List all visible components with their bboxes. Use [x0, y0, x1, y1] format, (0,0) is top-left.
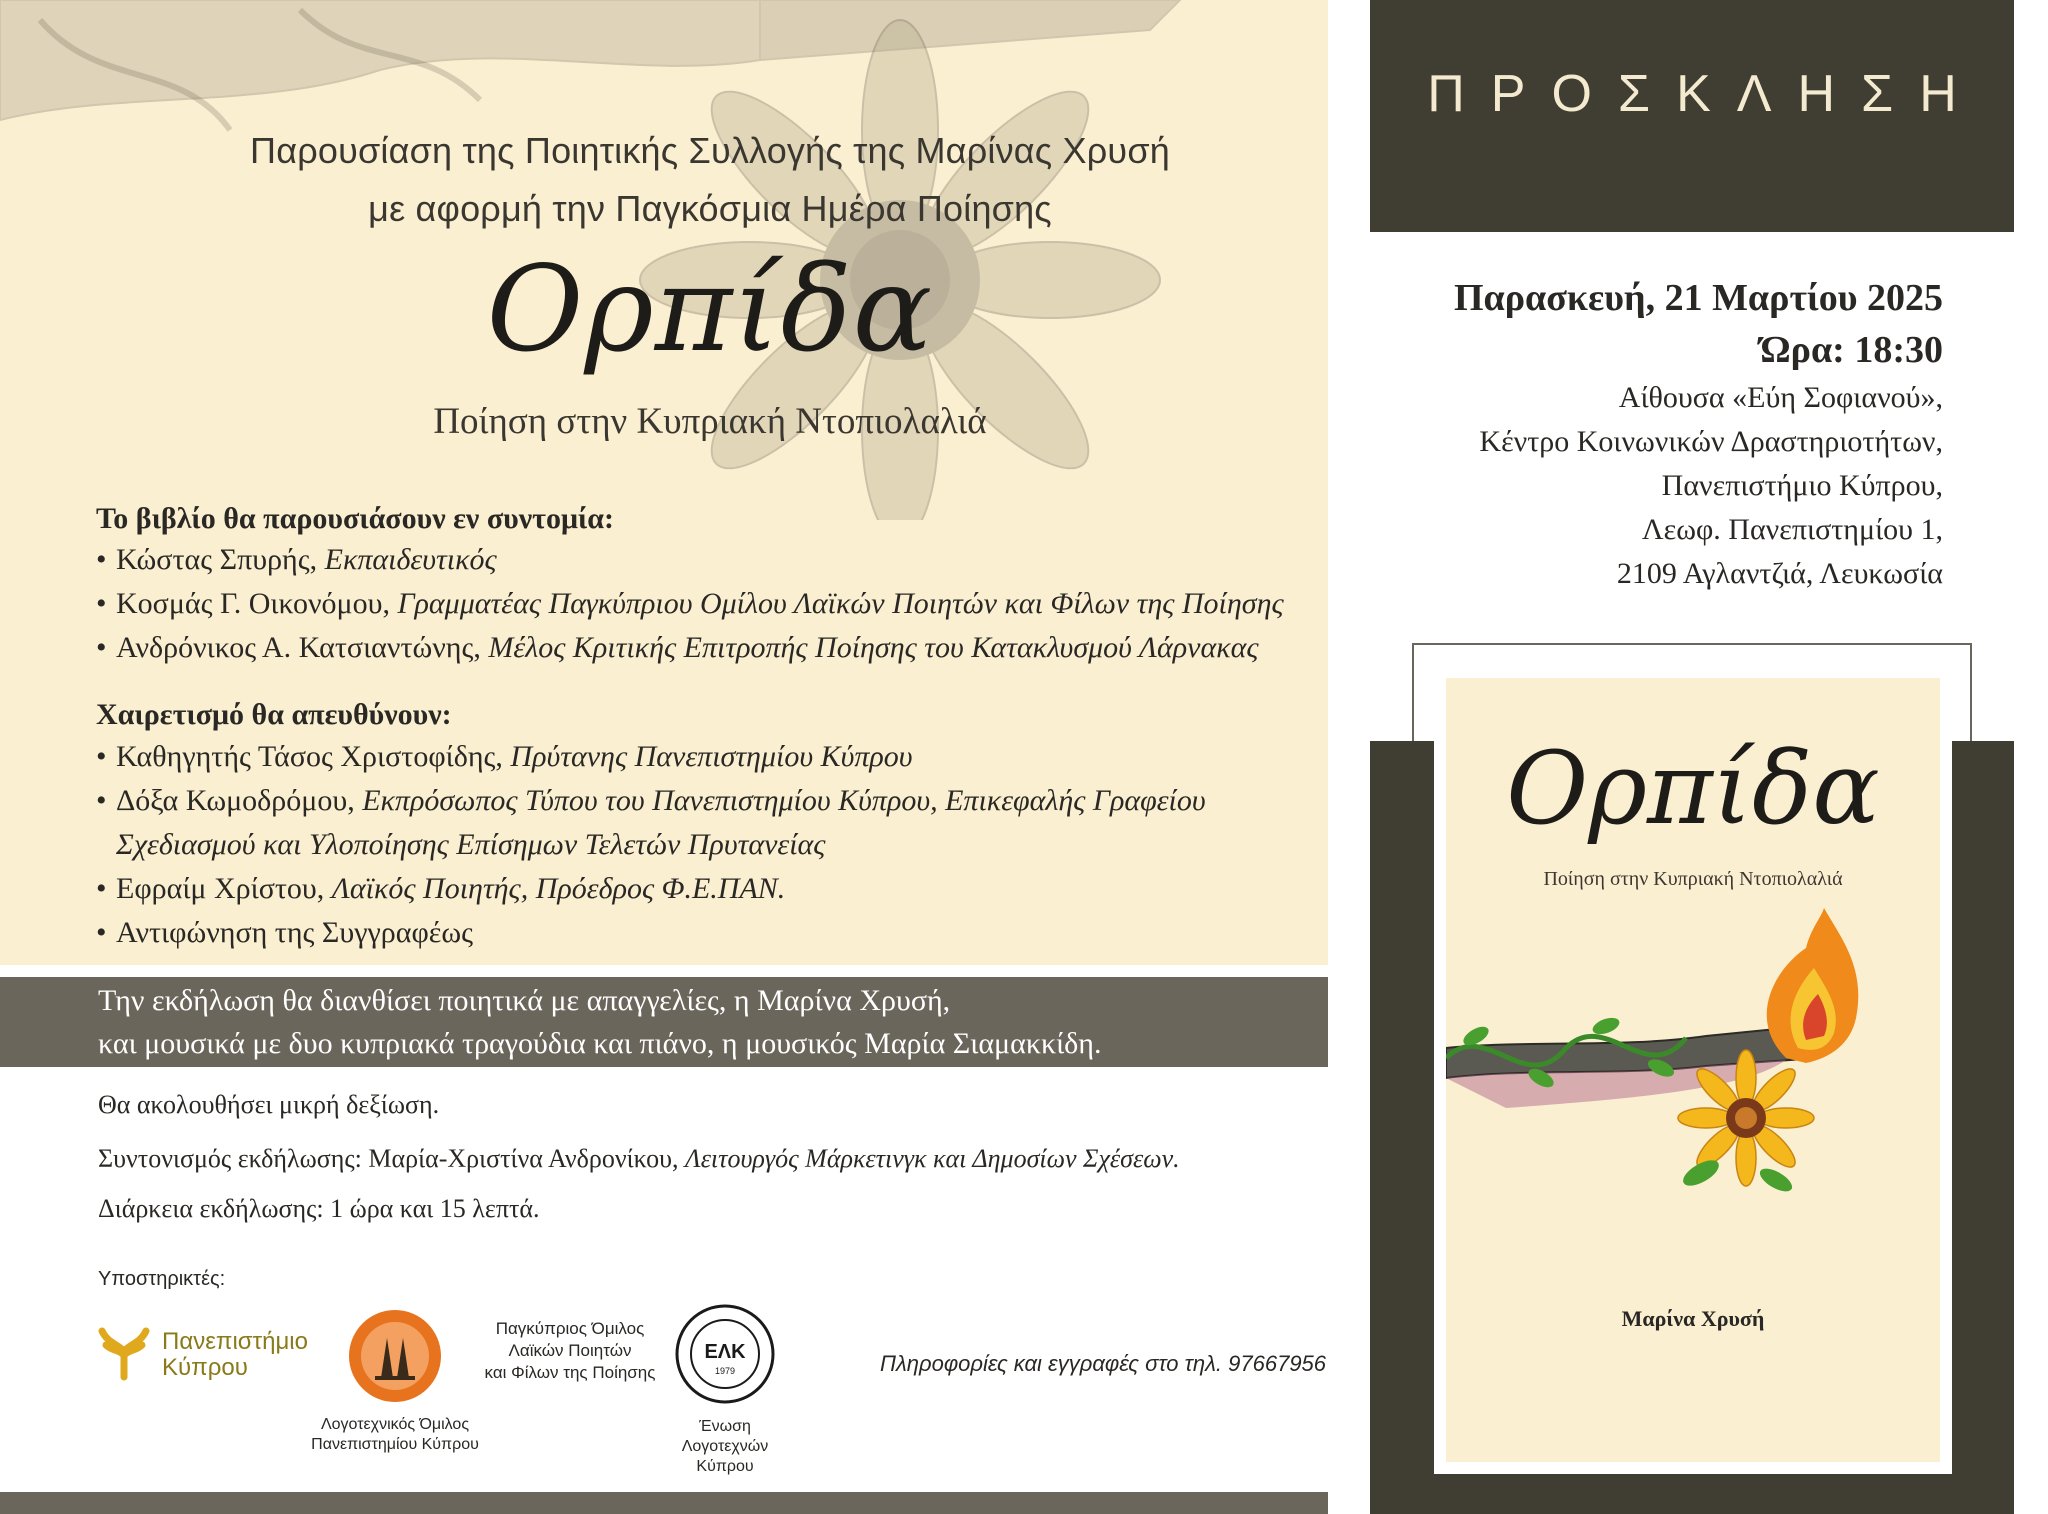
contact-info: Πληροφορίες και εγγραφές στο τηλ. 97667956: [880, 1351, 1327, 1376]
event-time: Ώρα: 18:30: [1760, 329, 1943, 371]
coordination-note: Συντονισμός εκδήλωσης: Μαρία-Χριστίνα Ανδρονίκου, Λειτουργός Μάρκετινγκ και Δημοσίων Σχέσεων.: [98, 1144, 1180, 1173]
literary-group-emblem-icon: [347, 1308, 443, 1404]
address-line: Λεωφ. Πανεπιστημίου 1,: [1641, 513, 1943, 546]
address-line: Κέντρο Κοινωνικών Δραστηριοτήτων,: [1479, 425, 1943, 458]
svg-text:1979: 1979: [714, 1366, 736, 1376]
elk-emblem-icon: [673, 1302, 777, 1406]
university-of-cyprus-logo: Πανεπιστήμιο Κύπρου: [96, 1325, 326, 1395]
cover-subtitle: Ποίηση στην Κυπριακή Ντοπιολαλιά: [1543, 868, 1843, 890]
duration-note: Διάρκεια εκδήλωσης: 1 ώρα και 15 λεπτά.: [98, 1194, 540, 1223]
university-emblem-icon: [96, 1325, 152, 1381]
svg-text:ΕΛΚ: ΕΛΚ: [704, 1341, 746, 1363]
list-item: • Αντιφώνηση της Συγγραφέως: [96, 916, 473, 949]
presenters-heading: Το βιβλίο θα παρουσιάσουν εν συντομία:: [96, 502, 614, 535]
cover-author: Μαρίνα Χρυσή: [1621, 1306, 1765, 1331]
list-item: • Εφραίμ Χρίστου, Λαϊκός Ποιητής, Πρόεδρος Φ.Ε.ΠΑΝ.: [96, 872, 786, 905]
collection-subtitle: Ποίηση στην Κυπριακή Ντοπιολαλιά: [433, 401, 987, 442]
music-line-2: και μουσικά με δυο κυπριακά τραγούδια και πιάνο, η μουσικός Μαρία Σιαμακκίδη.: [98, 1027, 1102, 1060]
invitation-title: ΠΡΟΣΚΛΗΣΗ: [1427, 65, 1983, 123]
burning-branch-sunflower-art: [1446, 908, 1940, 1248]
reception-note: Θα ακολουθήσει μικρή δεξίωση.: [98, 1090, 440, 1119]
address-line: Αίθουσα «Εύη Σοφιανού»,: [1618, 381, 1943, 414]
invitation-main-panel: [0, 0, 1328, 965]
sponsors-label: Υποστηρικτές:: [98, 1268, 226, 1290]
greetings-list: [96, 735, 1206, 955]
event-date: Παρασκευή, 21 Μαρτίου 2025: [1453, 277, 1943, 319]
invitation-header-box: [1370, 0, 2014, 232]
event-details: [1454, 272, 1943, 596]
address-line: 2109 Αγλαντζιά, Λευκωσία: [1616, 557, 1943, 590]
writers-union-logo: ΕΛΚ 1979 Ένωση Λογοτεχνών Κύπρου: [660, 1302, 790, 1477]
book-cover: [1446, 678, 1940, 1462]
greetings-heading: Χαιρετισμό θα απευθύνουν:: [96, 698, 452, 731]
list-item: • Κοσμάς Γ. Οικονόμου, Γραμματέας Παγκύπριου Ομίλου Λαϊκών Ποιητών και Φίλων της Ποίησης: [96, 587, 1284, 620]
bottom-band: [0, 1492, 1328, 1514]
intro-line-2: με αφορμή την Παγκόσμια Ημέρα Ποίησης: [368, 188, 1052, 229]
address-line: Πανεπιστήμιο Κύπρου,: [1661, 469, 1943, 502]
music-band: [0, 977, 1328, 1067]
presenters-list: [96, 538, 1284, 670]
list-item: • Καθηγητής Τάσος Χριστοφίδης, Πρύτανης Πανεπιστημίου Κύπρου: [96, 740, 913, 773]
collection-title: Ορπίδα: [486, 240, 934, 378]
list-item: • Δόξα Κωμοδρόμου, Εκπρόσωπος Τύπου του Πανεπιστημίου Κύπρου, Επικεφαλής Γραφείου Σχεδιασμού και Υλοποίησης Επίσημων Τελετών Πρυτανείας: [96, 784, 1206, 861]
list-item: • Κώστας Σπυρής, Εκπαιδευτικός: [96, 543, 497, 576]
cover-title: Ορπίδα: [1506, 730, 1880, 847]
music-line-1: Την εκδήλωση θα διανθίσει ποιητικά με απαγγελίες, η Μαρίνα Χρυσή,: [98, 984, 951, 1017]
poets-group-name: Παγκύπριος Όμιλος Λαϊκών Ποιητών και Φίλων της Ποίησης: [484, 1319, 656, 1382]
literary-group-logo: Λογοτεχνικός Όμιλος Πανεπιστημίου Κύπρου: [300, 1308, 490, 1458]
intro-line-1: Παρουσίαση της Ποιητικής Συλλογής της Μαρίνας Χρυσή: [250, 130, 1170, 171]
list-item: • Ανδρόνικος Α. Κατσιαντώνης, Μέλος Κριτικής Επιτροπής Ποίησης του Κατακλυσμού Λάρνακας: [96, 631, 1259, 664]
